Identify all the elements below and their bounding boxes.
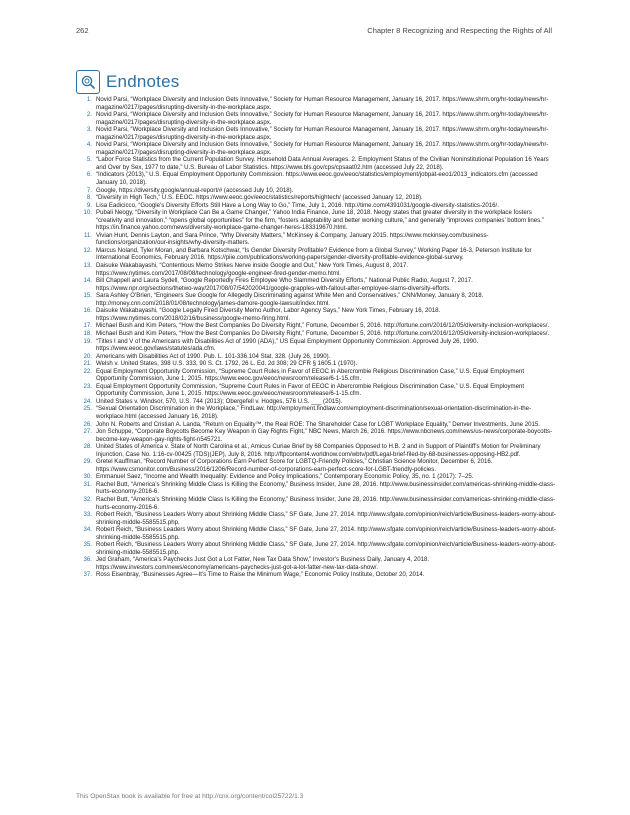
endnote-text: Ross Eisenbray, “Businesses Agree—It’s Time to Raise the Minimum Wage,” Economic Policy Institute, October 20, 2014. [96, 571, 425, 579]
endnote-number: 37. [83, 571, 92, 579]
endnote-text: Google, https://diversity.google/annual-report/# (accessed July 10, 2018). [96, 186, 294, 194]
endnote-number: 21. [83, 360, 92, 368]
endnote-text: Daisuke Wakabayashi, “Contentious Memo Strikes Nerve inside Google and Out,” New York Times, August 8, 2017. https://www.nytimes.com/2017/08/08/technology/google-engineer-fired-gender-memo.html. [96, 262, 409, 277]
endnote-number: 4. [86, 141, 92, 149]
endnote-text: Novid Parsi, “Workplace Diversity and Inclusion Gets Innovative,” Society for Human Resource Management, January 16, 2017. https://www.shrm.org/hr-today/news/hr-magazine/0217/pages/disrupting-diversity-in-the-workplace.aspx. [96, 126, 549, 141]
endnote-item [76, 338, 556, 353]
endnote-item [76, 541, 556, 556]
endnote-number: 30. [83, 473, 92, 481]
endnote-item [76, 511, 556, 526]
endnote-number: 20. [83, 352, 92, 360]
endnote-text: Novid Parsi, “Workplace Diversity and Inclusion Gets Innovative,” Society for Human Resource Management, January 16, 2017. https://www.shrm.org/hr-today/news/hr-magazine/0217/pages/disrupting-diversity-in-the-workplace.aspx. [96, 96, 549, 111]
endnote-number: 22. [83, 367, 92, 375]
endnote-item [76, 262, 556, 277]
endnote-number: 3. [86, 126, 92, 134]
endnote-text: Pubali Neogy, “Diversity in Workplace Can Be a Game Changer,” Yahoo India Finance, June 18, 2018. Neogy states that greater diversity in the workplace fosters “creativity and innovation,” “opens global opportunities” for the firm, “fosters adaptability and better working culture,” and generally “improves companies’ bottom lines.” https://in.finance.yahoo.com/news/diversity-workplace-game-changer-heres-183319670.html. [96, 209, 544, 232]
endnote-text: Equal Employment Opportunity Commission, “Supreme Court Rules in Favor of EEOC in Abercrombie Religious Discrimination Case,” U.S. Equal Employment Opportunity Commission, June 1, 2015. https://www.eeoc.gov/eeoc/newsroom/release/6-1-15.cfm. [96, 367, 525, 383]
endnote-item [76, 232, 556, 247]
endnote-item [76, 360, 556, 368]
endnote-text: Novid Parsi, “Workplace Diversity and Inclusion Gets Innovative,” Society for Human Resource Management, January 16, 2017. https://www.shrm.org/hr-today/news/hr-magazine/0217/pages/disrupting-diversity-in-the-workplace.aspx. [96, 111, 549, 126]
endnote-number: 31. [83, 480, 92, 488]
page-number: 262 [76, 26, 89, 35]
endnote-number: 9. [86, 201, 92, 209]
endnote-number: 14. [83, 277, 92, 285]
endnote-item [76, 526, 556, 541]
endnotes-header [76, 70, 179, 94]
endnote-text: United States of America v. State of North Carolina et al., Amicus Curiae Brief by 68 Companies Opposed to H.B. 2 and in Support of Plaintiff’s Motion for Preliminary Injunction, Case No. 1:16-cv-00425 (TDS)(JEP), July 8, 2016. http://ftpcontent4.worldnow.com/wbtv/pdf/Legal-brief-filed-by-68-businesses-opposing-HB2.pdf. [96, 443, 541, 458]
endnote-item [76, 428, 556, 443]
endnote-text: United States v. Windsor, 570, U.S. 744 (2013); Obergefell v. Hodges, 576 U.S. ___ (2015). [96, 397, 343, 405]
endnote-item [76, 443, 556, 458]
endnote-number: 26. [83, 420, 92, 428]
endnote-text: Jon Schuppe, “Corporate Boycotts Become Key Weapon in Gay Rights Fight,” NBC News, March 26, 2016. https://www.nbcnews.com/news/us-news/corporate-boycotts-become-key-weapon-gay-rights-fight-n545721. [96, 428, 553, 443]
endnote-item [76, 126, 556, 141]
endnote-text: Michael Bush and Kim Peters, “How the Best Companies Do Diversity Right,” Fortune, December 5, 2016. http://fortune.com/2016/12/05/diversity-inclusion-workplaces/. [96, 322, 550, 330]
endnote-item [76, 571, 556, 579]
endnote-item [76, 292, 556, 307]
endnote-number: 7. [86, 186, 92, 194]
endnote-number: 2. [86, 111, 92, 119]
endnote-number: 12. [83, 246, 92, 254]
endnote-item [76, 194, 556, 202]
magnifier-icon [76, 70, 100, 94]
endnote-number: 5. [86, 156, 92, 164]
endnote-item [76, 96, 556, 111]
endnote-number: 28. [83, 443, 92, 451]
endnote-text: Bill Chappell and Laura Sydell, “Google Reportedly Fires Employee Who Slammed Diversity Efforts,” National Public Radio, August 7, 2017. https://www.npr.org/sections/thetwo-way/2017/08/07/542020041/google-grapples-with-fallout-after-employee-slams-diversity-efforts. [96, 277, 473, 292]
endnote-text: Robert Reich, “Business Leaders Worry about Shrinking Middle Class,” SF Gate, June 27, 2014. http://www.sfgate.com/opinion/reich/article/Business-leaders-worry-about-shrinking-middle-5585515.php. [96, 526, 556, 541]
endnote-number: 24. [83, 397, 92, 405]
endnote-number: 35. [83, 541, 92, 549]
endnote-text: Michael Bush and Kim Peters, “How the Best Companies Do Diversity Right,” Fortune, December 5, 2016. http://fortune.com/2016/12/05/diversity-inclusion-workplaces/. [96, 329, 550, 337]
endnote-number: 33. [83, 511, 92, 519]
endnotes-list [76, 96, 556, 579]
section-title: Endnotes [106, 72, 180, 91]
endnote-text: Americans with Disabilities Act of 1990. Pub. L. 101-336.104 Stat. 328. (July 26, 1990). [96, 352, 331, 360]
endnote-number: 16. [83, 307, 92, 315]
endnote-number: 18. [83, 329, 92, 337]
endnote-item [76, 481, 556, 496]
endnote-item [76, 187, 556, 195]
endnote-item [76, 247, 556, 262]
endnote-number: 11. [83, 231, 92, 239]
endnote-number: 19. [83, 337, 92, 345]
endnote-item [76, 368, 556, 383]
endnote-item [76, 421, 556, 429]
endnote-number: 27. [83, 428, 92, 436]
endnote-number: 34. [83, 526, 92, 534]
endnote-number: 13. [83, 262, 92, 270]
endnote-number: 6. [86, 171, 92, 179]
endnote-text: Sara Ashley O’Brien, “Engineers Sue Google for Allegedly Discriminating against White Men and Conservatives,” CNN/Money, January 8, 2018. http://money.cnn.com/2018/01/08/technology/james-damore-google-lawsuit/index.html. [96, 292, 484, 307]
endnote-text: Emmanuel Saez, “Income and Wealth Inequality: Evidence and Policy Implications,” Contemporary Economic Policy, 35, no. 1 (2017): 7–25. [96, 473, 474, 481]
endnote-item [76, 353, 556, 361]
endnote-item [76, 405, 556, 420]
endnote-number: 15. [83, 292, 92, 300]
chapter-title: Chapter 8 Recognizing and Respecting the Rights of All [367, 26, 552, 35]
endnote-text: Gretel Kauffman, “Record Number of Corporations Earn Perfect Score for LGBTQ-Friendly Policies,” Christian Science Monitor, December 6, 2016. https://www.csmonitor.com/Business/2016/1206/Record-number-of-corporations-earn-perfect-score-for-LGBT-friendly-policies. [96, 458, 493, 473]
endnote-item [76, 496, 556, 511]
endnote-number: 23. [83, 382, 92, 390]
endnote-item [76, 171, 556, 186]
endnote-item [76, 202, 556, 210]
endnote-text: “Sexual Orientation Discrimination in the Workplace,” FindLaw. http://employment.findlaw.com/employment-discrimination/sexual-orientation-discrimination-in-the-workplace.html (accessed January 16, 2018). [96, 405, 532, 420]
endnote-number: 1. [86, 96, 92, 103]
endnote-text: “Labor Force Statistics from the Current Population Survey. Household Data Annual Averages. 2. Employment Status of the Civilian Noninstitutional Population 16 Years and Over by Sex, 1977 to date,” U.S. Bureau of Labor Statistics. https://www.bls.gov/cps/cpsaat02.htm (accessed July 22, 2018). [96, 156, 549, 171]
endnote-text: Rachel Butt, “America’s Shrinking Middle Class Is Killing the Economy,” Business Insider, June 28, 2016. http://www.businessinsider.com/americas-shrinking-middle-class-hurts-economy-2016-6. [96, 480, 556, 496]
endnote-text: “Indicators (2013),” U.S. Equal Employment Opportunity Commission. https://www.eeoc.gov/eeoc/statistics/employment/jobpat-eeo1/2013_indicators.cfm (accessed January 10, 2018). [96, 171, 538, 187]
endnote-item [76, 473, 556, 481]
endnote-text: Jed Graham, “America’s Paychecks Just Got a Lot Fatter, New Tax Data Show,” Investor’s Business Daily, January 4, 2018. https://www.investors.com/news/economy/americans-paychecks-just-got-a-lot-fatter-new-tax-data-show/. [96, 556, 430, 571]
endnote-item [76, 458, 556, 473]
endnote-item [76, 141, 556, 156]
endnote-text: Rachel Butt, “America’s Shrinking Middle Class Is Killing the Economy,” Business Insider, June 28, 2016. http://www.businessinsider.com/americas-shrinking-middle-class-hurts-economy-2016-6. [96, 495, 556, 511]
endnote-number: 10. [83, 209, 92, 217]
endnote-item [76, 111, 556, 126]
endnote-item [76, 209, 556, 232]
endnote-number: 32. [83, 495, 92, 503]
endnote-text: Robert Reich, “Business Leaders Worry about Shrinking Middle Class,” SF Gate, June 27, 2014. http://www.sfgate.com/opinion/reich/article/Business-leaders-worry-about-shrinking-middle-5585515.php. [96, 541, 556, 556]
endnote-text: Robert Reich, “Business Leaders Worry about Shrinking Middle Class,” SF Gate, June 27, 2014. http://www.sfgate.com/opinion/reich/article/Business-leaders-worry-about-shrinking-middle-5585515.php. [96, 511, 556, 526]
endnote-text: Daisuke Wakabayashi, “Google Legally Fired Diversity Memo Author, Labor Agency Says,” New York Times, February 16, 2018. https://www.nytimes.com/2018/02/16/business/google-memo-firing.html. [96, 307, 441, 322]
endnote-item [76, 307, 556, 322]
endnote-text: Novid Parsi, “Workplace Diversity and Inclusion Gets Innovative,” Society for Human Resource Management, January 16, 2017. https://www.shrm.org/hr-today/news/hr-magazine/0217/pages/disrupting-diversity-in-the-workplace.aspx. [96, 141, 549, 156]
endnote-number: 29. [83, 458, 92, 466]
endnote-item [76, 556, 556, 571]
footer-text: This OpenStax book is available for free at http://cnx.org/content/col25722/1.3 [76, 793, 304, 800]
endnote-number: 8. [86, 194, 92, 202]
endnote-item [76, 277, 556, 292]
endnote-item [76, 156, 556, 171]
endnote-item [76, 383, 556, 398]
endnote-item [76, 398, 556, 406]
endnote-text: “Diversity in High Tech,” U.S. EEOC. https://www.eeoc.gov/eeoc/statistics/reports/hightech/ (accessed January 12, 2018). [96, 194, 423, 202]
endnote-text: Lisa Eadicicco, “Google’s Diversity Efforts Still Have a Long Way to Go,” Time, July 1, 2016. http://time.com/4391031/google-diversity-statistics-2016/. [96, 201, 499, 209]
endnote-item [76, 330, 556, 338]
endnote-item [76, 322, 556, 330]
endnote-number: 25. [83, 405, 92, 413]
endnote-text: John N. Roberts and Cristian A. Landa, “Return on Equality™, the Real ROE: The Shareholder Case for LGBT Workplace Equality,” Denver Investments, June 2015. [96, 420, 540, 428]
endnote-number: 36. [83, 556, 92, 564]
endnote-text: Marcus Noland, Tyler Moran, and Barbara Kotschwar, “Is Gender Diversity Profitable? Evidence from a Global Survey,” Working Paper 16-3, Peterson Institute for International Economics, February 2016. https://piie.com/publications/working-papers/gender-diversity-profitable-evidence-global-survey. [96, 246, 532, 262]
endnote-text: Vivian Hunt, Dennis Layton, and Sara Prince, “Why Diversity Matters,” McKinsey & Company, January 2015. https://www.mckinsey.com/business-functions/organization/our-insights/why-diversity-matters. [96, 231, 489, 247]
endnote-text: Welsh v. United States, 398 U.S. 333, 90 S. Ct. 1792, 26 L. Ed. 2d 308; 29 CFR § 1605.1 (1970). [96, 360, 358, 368]
endnote-text: Equal Employment Opportunity Commission, “Supreme Court Rules in Favor of EEOC in Abercrombie Religious Discrimination Case,” U.S. Equal Employment Opportunity Commission, June 1, 2015. https://www.eeoc.gov/eeoc/newsroom/release/6-1-15.cfm. [96, 382, 525, 398]
endnote-number: 17. [83, 322, 92, 330]
endnote-text: “Titles I and V of the Americans with Disabilities Act of 1990 (ADA),” US Equal Employment Opportunity Commission. Approved July 26, 1990. https://www.eeoc.gov/laws/statutes/ada.cfm. [96, 337, 479, 353]
